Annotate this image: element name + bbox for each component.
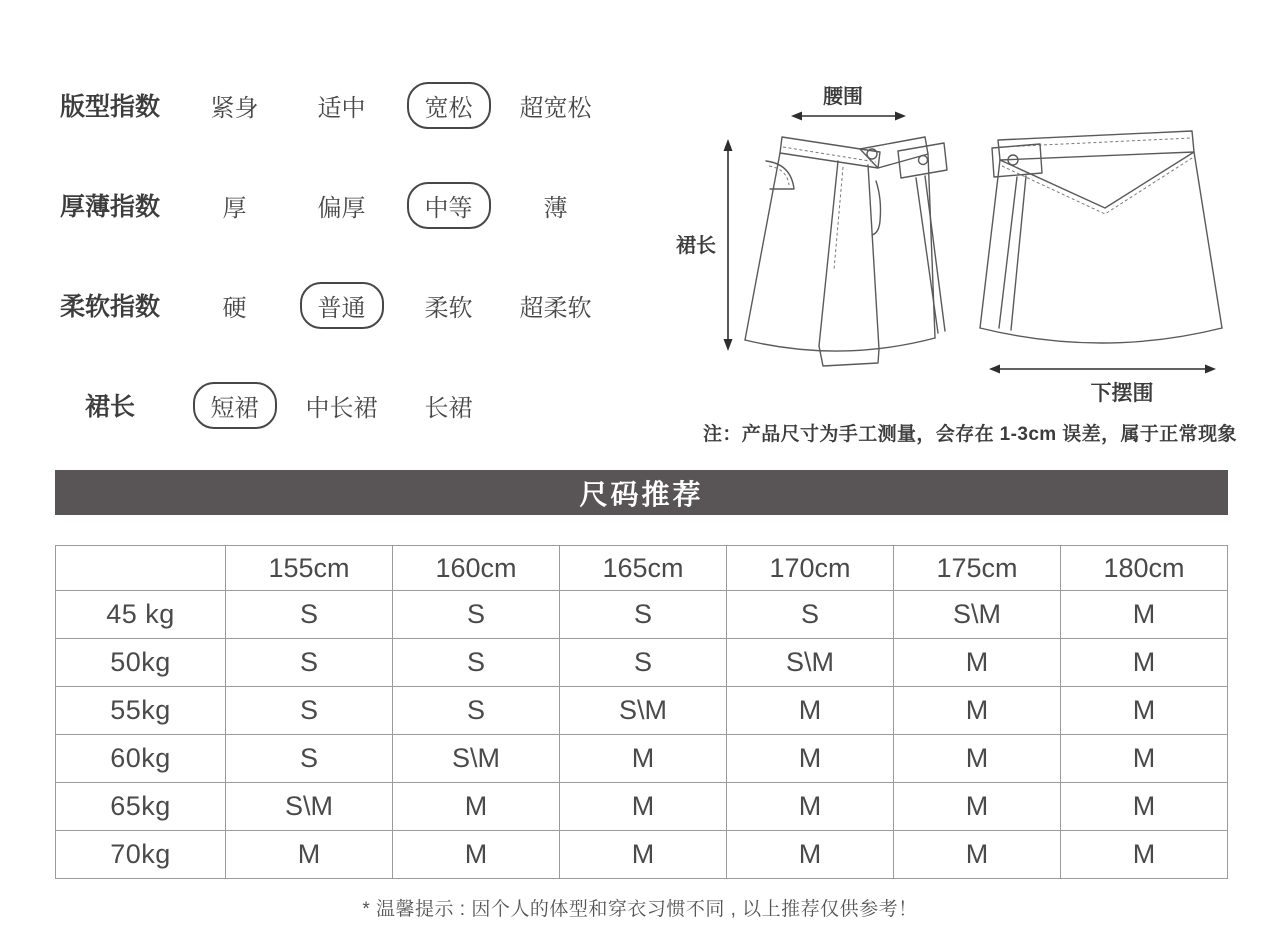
size-cell: S\M <box>393 735 560 783</box>
size-cell: M <box>1061 783 1228 831</box>
size-cell: S <box>226 591 393 639</box>
size-cell: S <box>560 639 727 687</box>
column-header: 155cm <box>226 546 393 591</box>
size-cell: M <box>1061 591 1228 639</box>
measurement-note: 注：产品尺寸为手工测量，会存在 1-3cm 误差，属于正常现象 <box>703 424 1237 445</box>
option-extra-loose: 超宽松 <box>519 94 592 122</box>
size-cell: M <box>894 831 1061 879</box>
table-row <box>56 591 1228 639</box>
size-cell: S\M <box>560 687 727 735</box>
row-header: 70kg <box>56 831 226 879</box>
size-recommendation-header: 尺码推荐 <box>55 470 1228 515</box>
footnote: * 温馨提示 : 因个人的体型和穿衣习惯不同 , 以上推荐仅供参考！ <box>362 899 918 920</box>
table-row <box>56 783 1228 831</box>
fit-index-row <box>55 81 609 129</box>
size-cell: S\M <box>226 783 393 831</box>
index-options <box>181 182 609 229</box>
size-cell: S\M <box>727 639 894 687</box>
option-midi-skirt: 中长裙 <box>305 394 378 422</box>
option-thick: 厚 <box>222 194 247 222</box>
waist-measure-label: 腰围 <box>823 86 863 108</box>
size-cell: M <box>727 783 894 831</box>
column-header: 180cm <box>1061 546 1228 591</box>
index-options <box>181 282 609 329</box>
size-cell: M <box>1061 687 1228 735</box>
length-measure-label: 裙长 <box>676 235 716 257</box>
table-row <box>56 687 1228 735</box>
size-cell: M <box>560 831 727 879</box>
size-cell: M <box>727 735 894 783</box>
softness-index-row <box>55 281 609 329</box>
size-cell: S <box>393 639 560 687</box>
size-cell: M <box>393 831 560 879</box>
option-tight: 紧身 <box>210 94 259 122</box>
size-cell: M <box>894 639 1061 687</box>
table-row <box>56 735 1228 783</box>
thickness-index-row <box>55 181 609 229</box>
option-short-skirt-selected: 短裙 <box>181 382 288 429</box>
column-header: 175cm <box>894 546 1061 591</box>
index-options <box>181 382 502 429</box>
column-header: 165cm <box>560 546 727 591</box>
option-extra-soft: 超柔软 <box>519 294 592 322</box>
size-cell: S <box>727 591 894 639</box>
size-cell: M <box>727 687 894 735</box>
skirt-back-view <box>980 131 1222 343</box>
corner-cell <box>56 546 226 591</box>
size-cell: S <box>393 687 560 735</box>
option-slightly-thick: 偏厚 <box>317 194 366 222</box>
skirt-length-row <box>55 381 502 429</box>
index-label: 裙长 <box>84 393 135 421</box>
option-thin: 薄 <box>543 194 568 222</box>
row-header: 55kg <box>56 687 226 735</box>
size-cell: M <box>1061 735 1228 783</box>
row-header: 65kg <box>56 783 226 831</box>
hem-measure-label: 下摆围 <box>1090 382 1154 405</box>
option-hard: 硬 <box>222 294 247 322</box>
index-label: 版型指数 <box>59 93 160 121</box>
size-cell: M <box>226 831 393 879</box>
column-header: 170cm <box>727 546 894 591</box>
size-cell: M <box>894 735 1061 783</box>
size-cell: S <box>226 639 393 687</box>
row-header: 45 kg <box>56 591 226 639</box>
option-medium-selected: 中等 <box>395 182 502 229</box>
option-regular: 适中 <box>317 94 366 122</box>
column-header: 160cm <box>393 546 560 591</box>
index-label: 厚薄指数 <box>59 193 160 221</box>
size-cell: S <box>226 687 393 735</box>
size-cell: M <box>894 687 1061 735</box>
size-cell: M <box>894 783 1061 831</box>
size-cell: S <box>226 735 393 783</box>
size-cell: S <box>393 591 560 639</box>
size-cell: M <box>560 735 727 783</box>
index-options <box>181 82 609 129</box>
index-label: 柔软指数 <box>59 293 160 321</box>
size-cell: M <box>393 783 560 831</box>
skirt-front-view <box>745 137 947 366</box>
size-table <box>55 545 1228 879</box>
option-soft: 柔软 <box>424 294 473 322</box>
skirt-technical-drawing <box>670 85 1235 415</box>
option-normal-selected: 普通 <box>288 282 395 329</box>
size-cell: S\M <box>894 591 1061 639</box>
option-loose-selected: 宽松 <box>395 82 502 129</box>
size-cell: M <box>1061 639 1228 687</box>
size-cell: M <box>560 783 727 831</box>
row-header: 60kg <box>56 735 226 783</box>
size-cell: S <box>560 591 727 639</box>
table-row <box>56 831 1228 879</box>
table-row <box>56 639 1228 687</box>
table-header-row <box>56 546 1228 591</box>
row-header: 50kg <box>56 639 226 687</box>
option-long-skirt: 长裙 <box>424 394 473 422</box>
size-cell: M <box>727 831 894 879</box>
size-cell: M <box>1061 831 1228 879</box>
